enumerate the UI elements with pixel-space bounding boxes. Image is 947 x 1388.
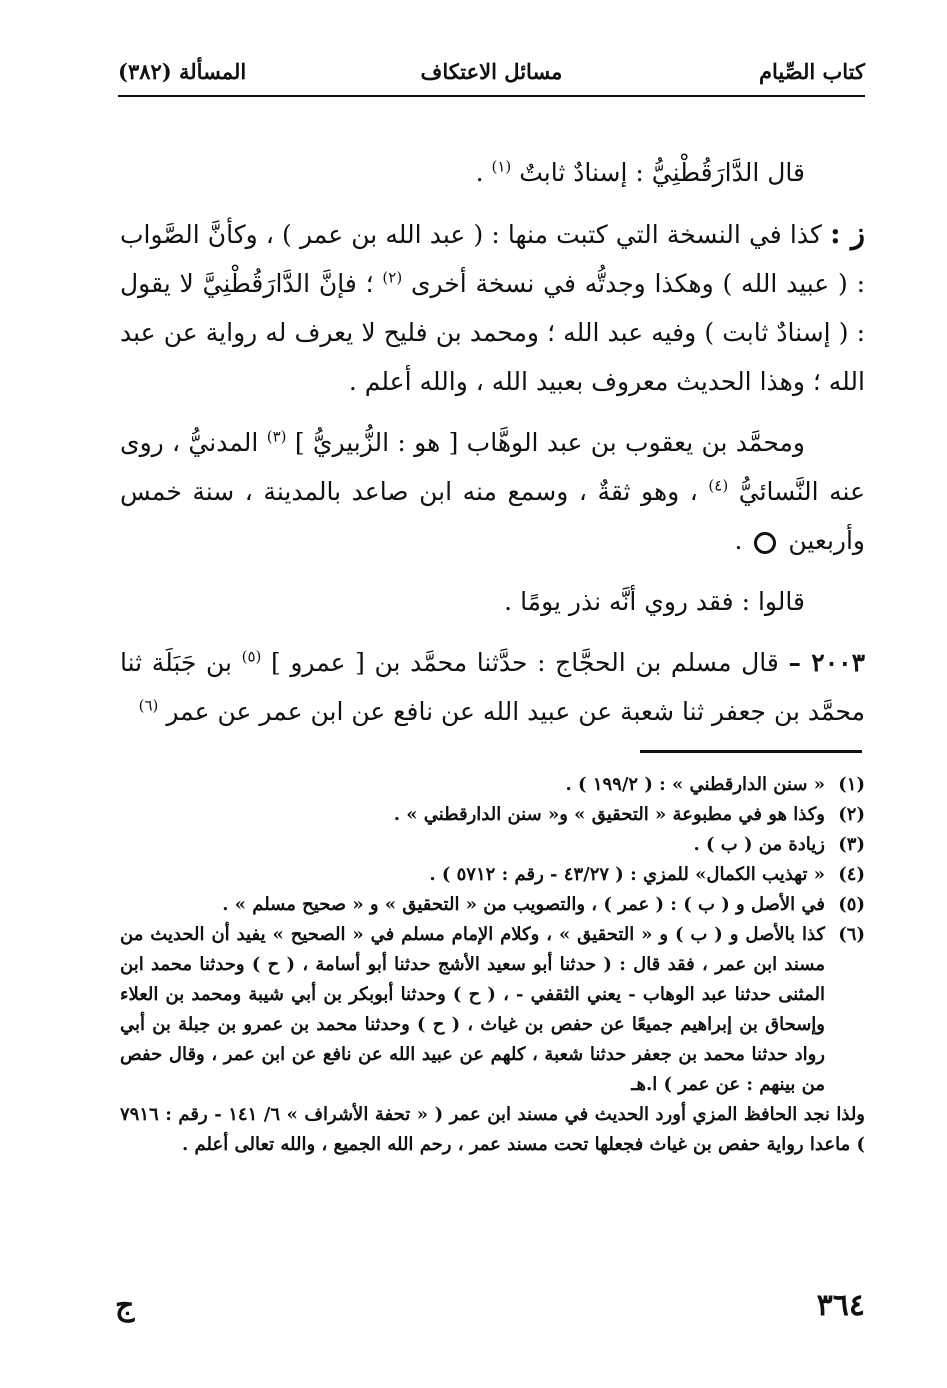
p2-text-b: ؛ فإنَّ الدَّارَقُطْنِيَّ لا يقول : ( إسنادٌ ثابت ) وفيه عبد الله ؛ ومحمد بن فليح لا يعرف له رواية عن عبد الله ؛ وهذا الحديث معروف بعبيد الله ، والله أعلم . [120,269,865,396]
footnote-text: في الأصل و ( ب ) : ( عمر ) ، والتصويب من « التحقيق » و « صحيح مسلم » . [222,894,825,915]
book-title: كتاب الصِّيام [759,59,865,84]
header-divider [118,95,865,97]
p3-text-b: المدنيُّ ، روى عنه النَّسائيُّ [120,428,865,506]
footnote-2 [120,800,865,830]
p3-end: . [734,526,743,555]
footnote-text: وكذا هو في مطبوعة « التحقيق » و« سنن الدارقطني » . [393,804,825,825]
footnote-number: (٥) [838,894,865,915]
footnote-text: زيادة من ( ب ) . [693,834,825,855]
page-number: ٣٦٤ [816,1288,865,1323]
footnote-number: (٣) [838,834,865,855]
footnote-number: (٢) [838,804,865,825]
footnote-continuation: ولذا نجد الحافظ المزي أورد الحديث في مسند ابن عمر ( « تحفة الأشراف » ٦/ ١٤١ - رقم : ٧٩١٦ ) ماعدا رواية حفص بن غياث فجعلها تحت مسند عمر ، رحم الله الجميع ، والله تعالى أعلم . [120,1104,865,1155]
paragraph-3 [120,418,865,565]
footnote-ref-2: (٢) [382,268,403,287]
footnotes [120,770,865,1160]
paragraph-5 [120,638,865,736]
p1-text: قال الدَّارَقُطْنِيُّ : إسنادٌ ثابتٌ [519,158,805,187]
paragraph-4 [120,577,865,626]
p5-text-b: بن جَبَلَة ثنا محمَّد بن جعفر ثنا شعبة عن عبيد الله عن نافع عن ابن عمر عن عمر [120,648,865,726]
circle-mark-icon [754,532,776,554]
p5-text-a: قال مسلم بن الحجَّاج : حدَّثنا محمَّد بن [ عمرو ] [270,648,779,677]
p2-text-a: كذا في النسخة التي كتبت منها : ( عبد الله بن عمر ) ، وكأنَّ الصَّواب : ( عبيد الله ) وهكذا وجدتُّه في نسخة أخرى [120,220,865,298]
p3-text-a: ومحمَّد بن يعقوب بن عبد الوهَّاب [ هو : الزُّبيريُّ ] [294,428,805,457]
signature-mark: ج [115,1288,135,1323]
footnote-number: (٦) [838,924,865,945]
editor-mark: ز : [830,216,865,250]
footnote-text: كذا بالأصل و ( ب ) و « التحقيق » ، وكلام الإمام مسلم في « الصحيح » يفيد أن الحديث من مسند ابن عمر ، فقد قال : ( حدثنا أبو سعيد الأشج حدثنا أبو أسامة ، ( ح ) وحدثنا محمد ابن المثنى حدثنا عبد الوهاب - يعني الثقفي - ، ( ح ) وحدثنا أبوبكر بن أبي شيبة ومحمد بن العلاء وإسحاق بن إبراهيم جميعًا عن حفص بن غياث ، ( ح ) وحدثنا محمد بن عمرو بن جبلة بن أبي رواد حدثنا محمد بن جعفر حدثنا شعبة ، كلهم عن عبيد الله عن نافع عن ابن عمر ، وقال حفص من بينهم : عن عمر ) ا.هـ [120,924,825,1095]
p1-end: . [475,158,484,187]
footnote-divider [640,750,862,753]
p3-text-c: ، وهو ثقةٌ ، وسمع منه ابن صاعد بالمدينة ، سنة خمس وأربعين [120,477,865,555]
footnote-5 [120,890,865,920]
footnote-4 [120,860,865,890]
paragraph-2 [120,209,865,406]
main-text [120,148,865,736]
footnote-6 [120,920,865,1100]
footnote-text: « سنن الدارقطني » : ( ١٩٩/٢ ) . [565,774,825,795]
footnote-ref-1: (١) [491,157,512,176]
footnote-ref-4: (٤) [708,476,729,495]
p4-text: قالوا : فقد روي أنَّه نذر يومًا . [504,587,805,616]
footnote-number: (٤) [838,864,865,885]
footnote-number: (١) [838,774,865,795]
hadith-number: ٢٠٠٣ – [788,648,866,677]
chapter-title: مسائل الاعتكاف [420,59,563,84]
issue-number: المسألة (٣٨٢) [118,59,247,84]
footnote-text: « تهذيب الكمال» للمزي : ( ٤٣/٢٧ - رقم : ٥٧١٢ ) . [429,864,825,885]
footnote-3 [120,830,865,860]
footnote-ref-5: (٥) [241,647,262,666]
page-footer [115,1288,865,1328]
paragraph-1 [120,148,865,197]
footnote-ref-6: (٦) [138,696,159,715]
footnote-1 [120,770,865,800]
footnote-ref-3: (٣) [266,427,287,446]
running-header [118,55,865,91]
